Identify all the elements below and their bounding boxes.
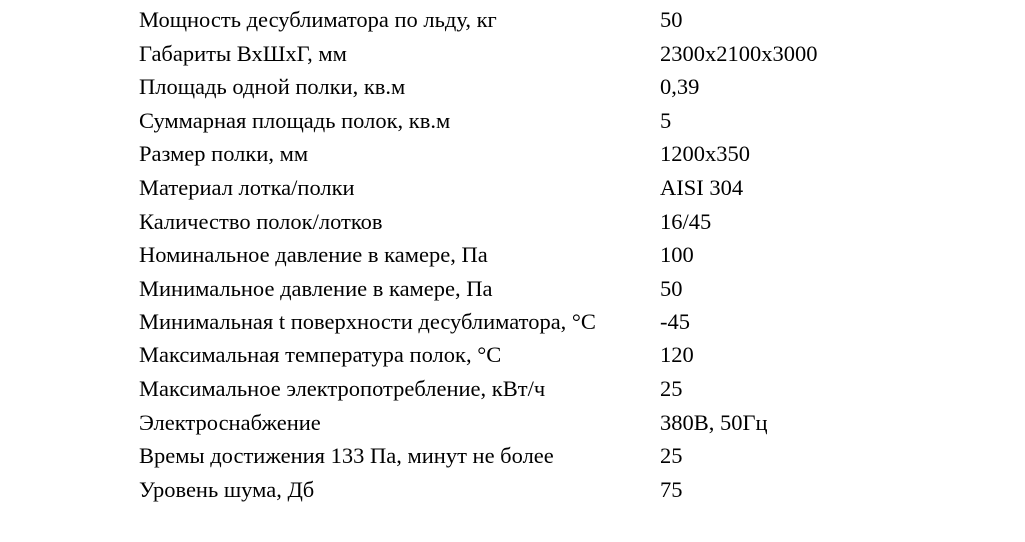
- spec-table-body: [139, 3, 859, 506]
- param-name: Минимальная t поверхности десублиматора, °С: [139, 309, 596, 335]
- param-value: 50: [660, 7, 683, 32]
- param-name: Суммарная площадь полок, кв.м: [139, 107, 451, 133]
- table-row: [139, 104, 859, 138]
- table-row: [139, 171, 859, 205]
- param-name: Номинальное давление в камере, Па: [139, 242, 488, 268]
- param-name: Площадь одной полки, кв.м: [139, 74, 406, 100]
- param-value: 16/45: [660, 208, 712, 234]
- param-name: Материал лотка/полки: [139, 174, 355, 200]
- table-row: [139, 137, 859, 171]
- param-value: 120: [660, 342, 694, 368]
- param-value: 100: [660, 242, 694, 268]
- table-row: [139, 3, 859, 37]
- table-row: [139, 272, 859, 306]
- param-value: -45: [660, 309, 690, 335]
- table-row: [139, 37, 859, 71]
- param-name: Электроснабжение: [139, 409, 321, 435]
- param-name: Максимальная температура полок, °С: [139, 342, 502, 368]
- table-row: [139, 372, 859, 406]
- table-row: [139, 205, 859, 239]
- param-value: 380В, 50Гц: [660, 409, 768, 435]
- param-name: Времы достижения 133 Па, минут не более: [139, 443, 554, 469]
- param-name: Каличество полок/лотков: [139, 208, 383, 234]
- param-value: 25: [660, 443, 683, 469]
- param-value: 25: [660, 375, 683, 401]
- table-row: [139, 406, 859, 440]
- param-value: 0,39: [660, 74, 700, 100]
- param-value: 75: [660, 476, 683, 502]
- param-name: Мощность десублиматора по льду, кг: [139, 7, 497, 32]
- param-name: Максимальное электропотребление, кВт/ч: [139, 375, 546, 401]
- param-name: Уровень шума, Дб: [139, 476, 315, 502]
- param-value: 50: [660, 275, 683, 301]
- table-row: [139, 338, 859, 372]
- param-name: Габариты ВхШхГ, мм: [139, 40, 347, 66]
- table-row: [139, 238, 859, 272]
- param-name: Минимальное давление в камере, Па: [139, 275, 493, 301]
- spec-table: [139, 3, 859, 506]
- param-name: Размер полки, мм: [139, 141, 309, 167]
- table-row: [139, 439, 859, 473]
- param-value: AISI 304: [660, 174, 744, 200]
- table-row: [139, 473, 859, 507]
- param-value: 2300х2100х3000: [660, 40, 818, 66]
- param-value: 1200х350: [660, 141, 750, 167]
- table-row: [139, 305, 859, 338]
- param-value: 5: [660, 107, 672, 133]
- table-row: [139, 70, 859, 104]
